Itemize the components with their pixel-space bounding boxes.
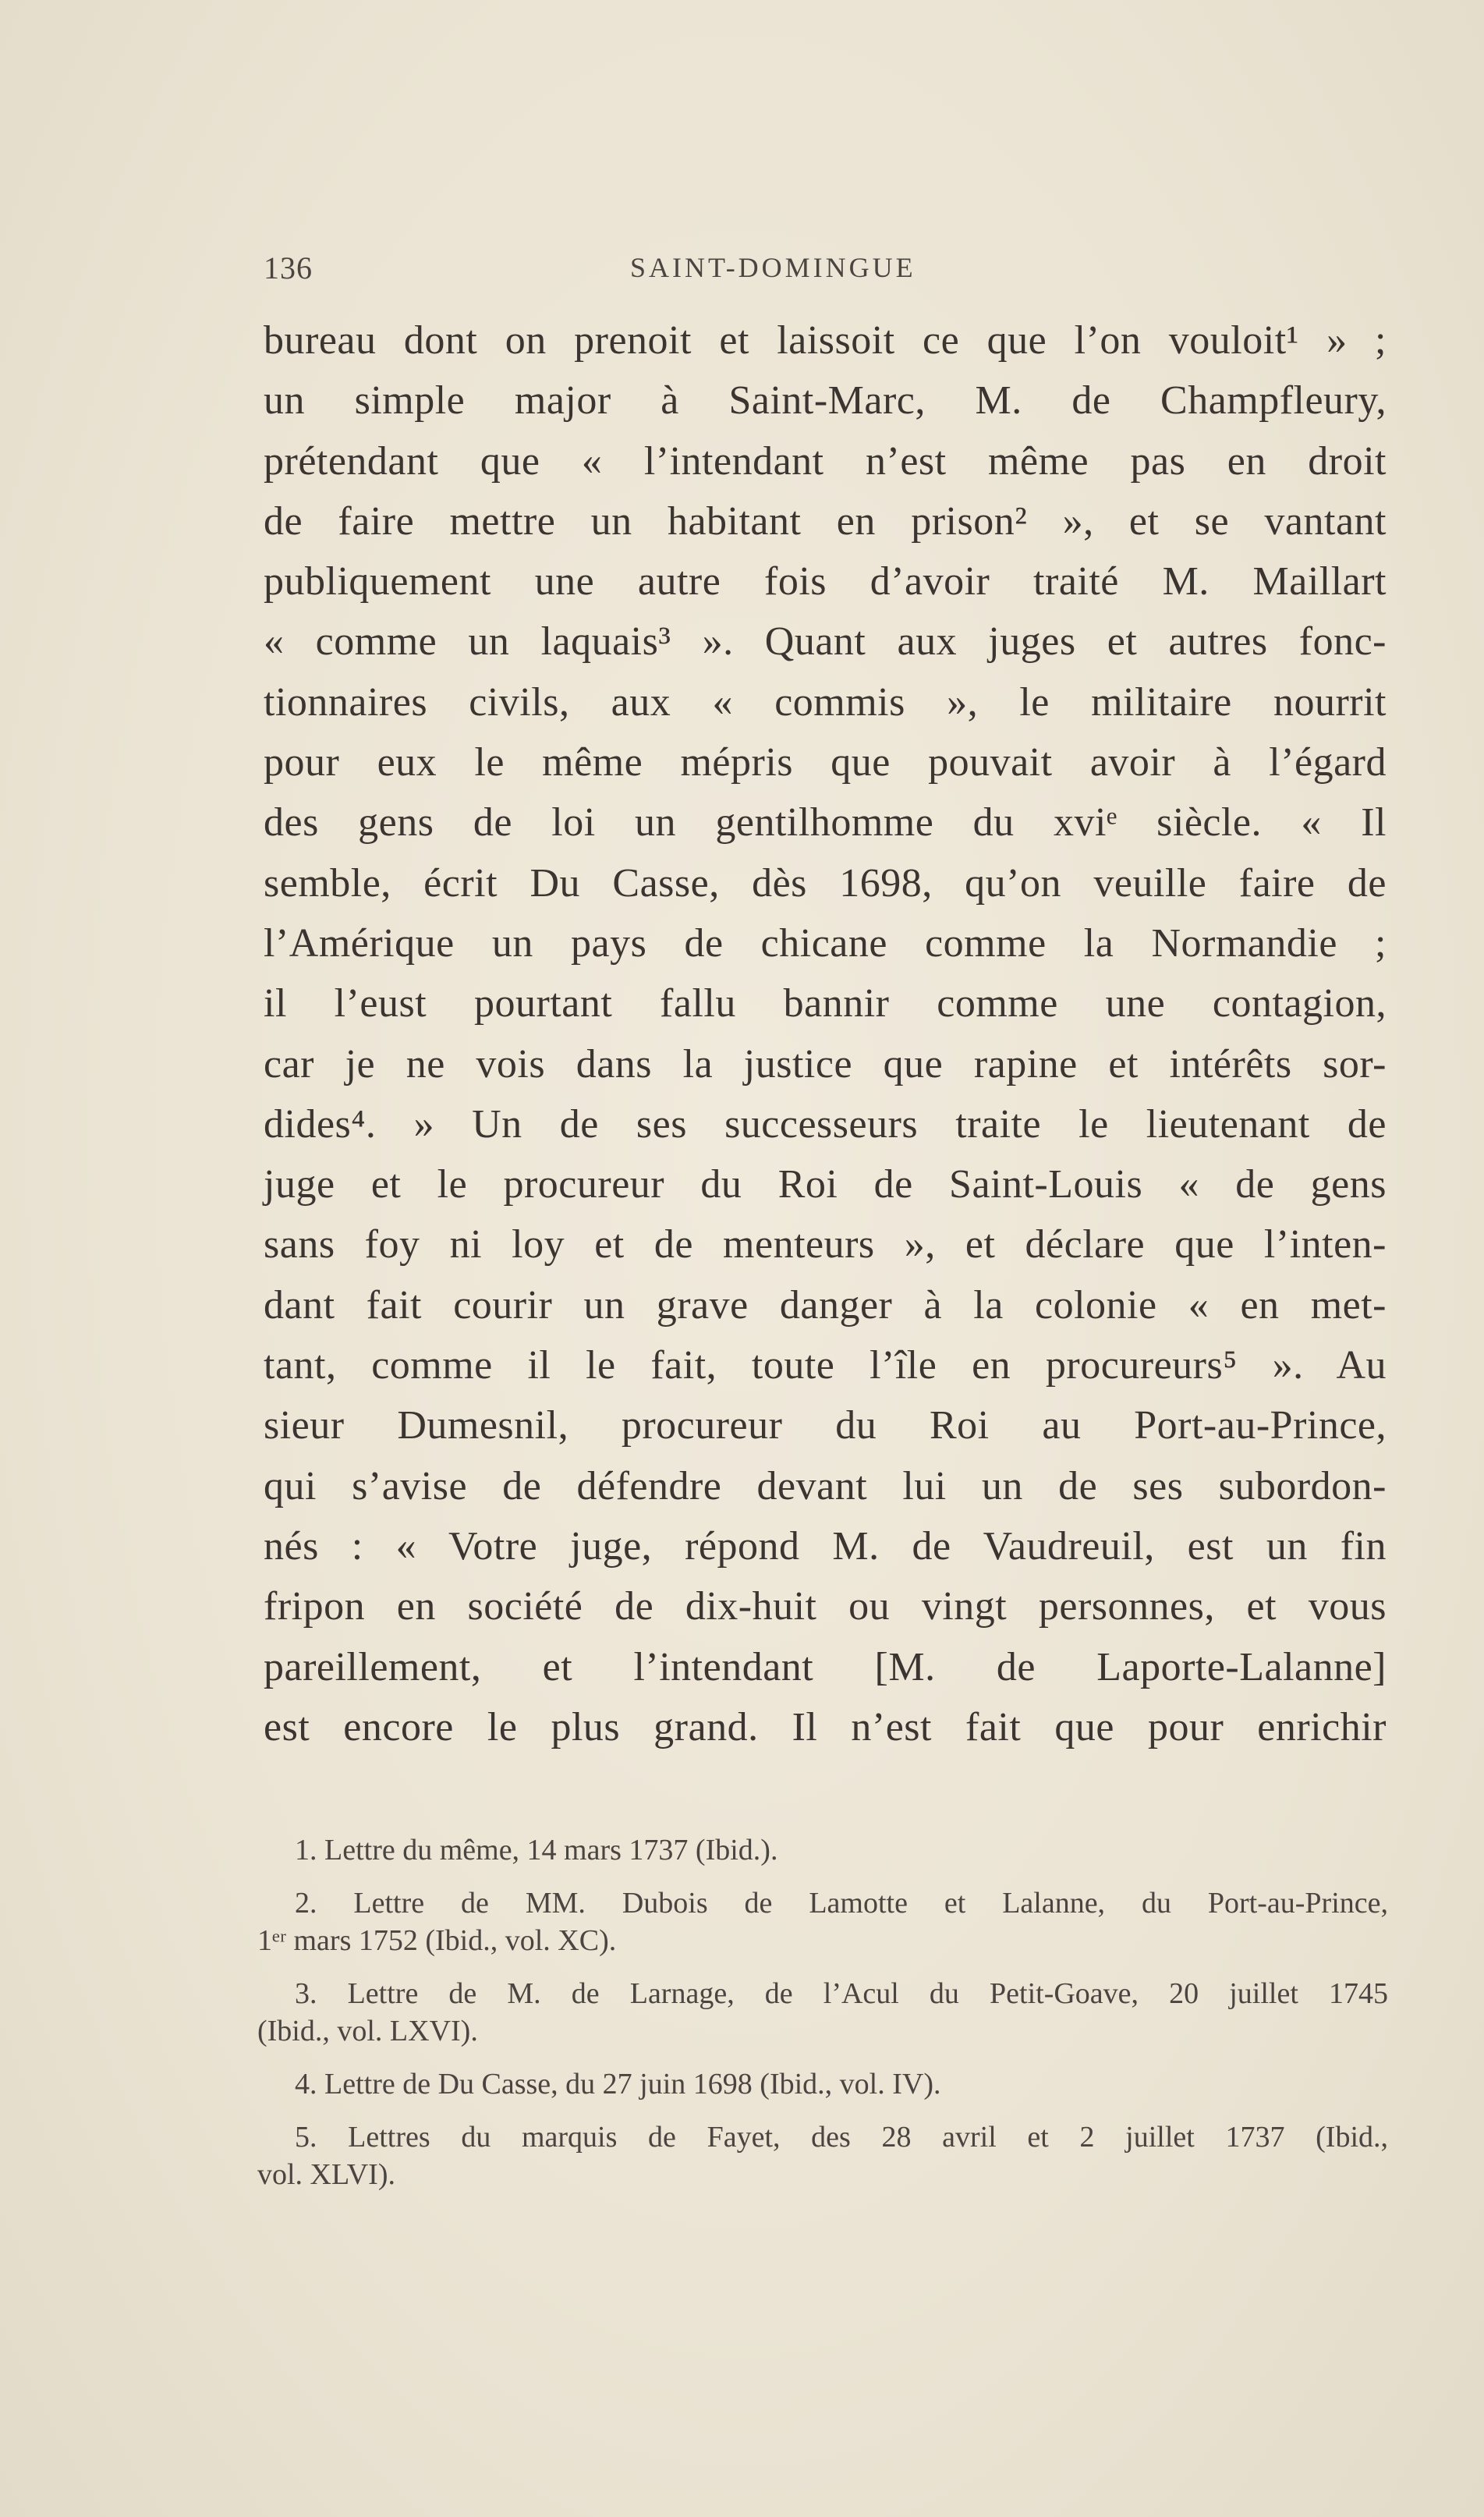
body-line: est encore le plus grand. Il n’est fait que pour enrichir xyxy=(264,1704,1387,1749)
footnote-2 xyxy=(257,1884,1388,1959)
footnote-line: vol. XLVI). xyxy=(257,2158,395,2191)
footnote-1 xyxy=(257,1831,1388,1869)
body-line: tant, comme il le fait, toute l’île en procureurs⁵ ». Au xyxy=(264,1343,1387,1388)
body-line: dides⁴. » Un de ses successeurs traite le lieutenant de xyxy=(264,1101,1387,1147)
body-line: qui s’avise de défendre devant lui un de ses subordon- xyxy=(264,1463,1387,1508)
running-title: SAINT-DOMINGUE xyxy=(630,252,916,283)
footnote-4 xyxy=(257,2065,1388,2103)
body-line: bureau dont on prenoit et laissoit ce que l’on vouloit¹ » ; xyxy=(264,318,1387,363)
body-line: fripon en société de dix-huit ou vingt personnes, et vous xyxy=(264,1584,1387,1629)
footnote-line: 5. Lettres du marquis de Fayet, des 28 avril et 2 juillet 1737 (Ibid., xyxy=(295,2121,1388,2154)
body-line: publiquement une autre fois d’avoir traité M. Maillart xyxy=(264,559,1387,604)
body-line: tionnaires civils, aux « commis », le militaire nourrit xyxy=(264,679,1387,725)
body-line: sieur Dumesnil, procureur du Roi au Port-au-Prince, xyxy=(264,1403,1387,1448)
body-line: il l’eust pourtant fallu bannir comme une contagion, xyxy=(264,981,1387,1026)
body-line: semble, écrit Du Casse, dès 1698, qu’on veuille faire de xyxy=(264,860,1387,906)
page-header xyxy=(264,250,1394,289)
body-line: des gens de loi un gentilhomme du xviᵉ siècle. « Il xyxy=(264,800,1387,845)
body-line: un simple major à Saint-Marc, M. de Champfleury, xyxy=(264,378,1387,424)
footnote-line: 3. Lettre de M. de Larnage, de l’Acul du Petit-Goave, 20 juillet 1745 xyxy=(295,1977,1388,2010)
body-line: prétendant que « l’intendant n’est même pas en droit xyxy=(264,438,1387,484)
body-line: nés : « Votre juge, répond M. de Vaudreuil, est un fin xyxy=(264,1523,1387,1569)
body-line: pour eux le même mépris que pouvait avoir à l’égard xyxy=(264,740,1387,785)
footnote-line: 2. Lettre de MM. Dubois de Lamotte et Lalanne, du Port-au-Prince, xyxy=(295,1887,1388,1920)
body-line: car je ne vois dans la justice que rapine et intérêts sor- xyxy=(264,1041,1387,1087)
body-line: l’Amérique un pays de chicane comme la Normandie ; xyxy=(264,920,1387,966)
footnote-line: 4. Lettre de Du Casse, du 27 juin 1698 (Ibid., vol. IV). xyxy=(295,2068,941,2100)
body-line: « comme un laquais³ ». Quant aux juges et autres fonc- xyxy=(264,619,1387,665)
footnote-line: (Ibid., vol. LXVI). xyxy=(257,2015,478,2047)
footnote-5 xyxy=(257,2118,1388,2193)
body-line: de faire mettre un habitant en prison² », et se vantant xyxy=(264,498,1387,544)
page-number: 136 xyxy=(264,250,313,285)
body-line: pareillement, et l’intendant [M. de Laporte-Lalanne] xyxy=(264,1644,1387,1689)
body-text xyxy=(264,310,1387,1757)
footnote-line: 1ᵉʳ mars 1752 (Ibid., vol. XC). xyxy=(257,1924,617,1957)
body-line: juge et le procureur du Roi de Saint-Louis « de gens xyxy=(264,1162,1387,1207)
footnote-3 xyxy=(257,1975,1388,2050)
body-line: sans foy ni loy et de menteurs », et déclare que l’inten- xyxy=(264,1222,1387,1267)
body-line: dant fait courir un grave danger à la colonie « en met- xyxy=(264,1282,1387,1328)
footnote-line: 1. Lettre du même, 14 mars 1737 (Ibid.). xyxy=(295,1834,778,1866)
footnotes xyxy=(257,1831,1388,2209)
